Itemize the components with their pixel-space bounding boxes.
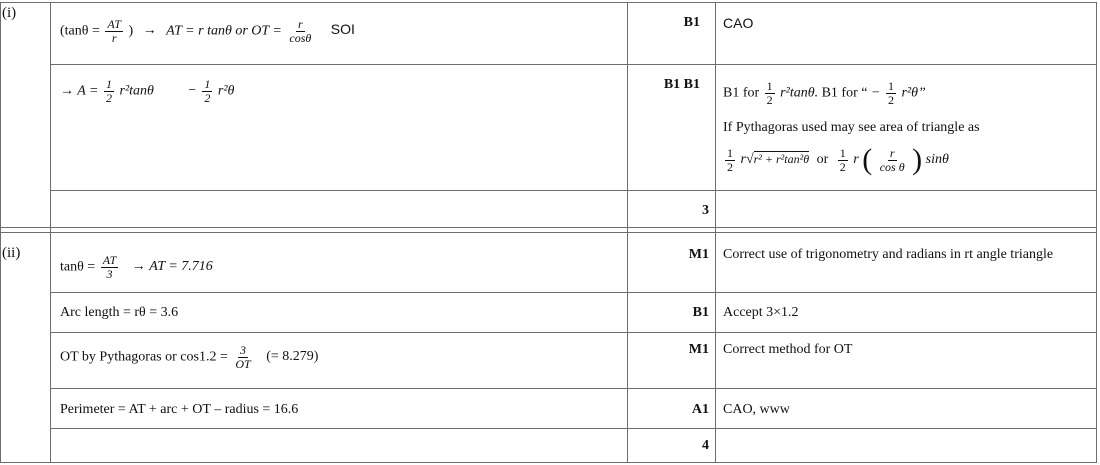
- comment-term1: r²tanθ.: [780, 85, 819, 101]
- rule: [0, 232, 1096, 233]
- examiner-comment: CAO, www: [723, 402, 790, 417]
- comment-r2: r: [853, 152, 859, 168]
- paren-close: ): [912, 143, 923, 176]
- paren-open: (: [862, 143, 873, 176]
- eq-lhs: OT by Pythagoras or cos1.2 =: [60, 349, 232, 365]
- fraction: $\frac{r}{\cos\theta}$: [289, 17, 312, 45]
- term-2: r²θ: [217, 83, 235, 99]
- col-divider: [50, 2, 51, 463]
- rule: [50, 428, 1096, 429]
- comment-minus: −: [870, 85, 881, 101]
- rule: [50, 292, 1096, 293]
- sqrt-content: r² + r²tan²θ: [753, 152, 810, 167]
- eq-rhs: (= 8.279): [266, 349, 319, 365]
- eq-lhs: tanθ =: [60, 259, 99, 275]
- examiner-comment: [723, 145, 949, 175]
- rule: [0, 462, 1096, 463]
- comment-b1b: B1 for “: [821, 85, 868, 101]
- fraction: $\frac{3}{OT}$: [235, 343, 251, 371]
- rule: [0, 2, 1096, 3]
- rule: [50, 388, 1096, 389]
- col-divider: [1096, 2, 1097, 463]
- comment-b1a: B1 for: [723, 85, 763, 101]
- answer-row-ii-4: Perimeter = AT + arc + OT – radius = 16.6: [60, 402, 299, 417]
- arrow-a: → A =: [60, 83, 102, 99]
- examiner-comment: If Pythagoras used may see area of triangle as: [723, 120, 980, 135]
- answer-row-i-2: [60, 78, 234, 104]
- answer-row-ii-3: [60, 344, 318, 370]
- part-label: (ii): [2, 245, 21, 261]
- fraction: $\frac{r}{\text{cos θ}}$: [879, 145, 905, 174]
- part-label: (i): [2, 5, 17, 21]
- marks: B1: [683, 15, 700, 30]
- fraction: $\frac{1}{2}$: [204, 77, 211, 105]
- eq-lhs: (tanθ =: [60, 23, 104, 39]
- arrow-icon: →: [142, 23, 157, 39]
- eq-rhs: → AT = 7.716: [131, 259, 213, 275]
- answer-row-ii-1: [60, 254, 213, 280]
- fraction: $\frac{1}{2}$: [839, 145, 846, 174]
- sqrt-icon: √: [745, 152, 754, 168]
- fraction: $\frac{1}{2}$: [727, 145, 733, 174]
- fraction: $\frac{AT}{3}$: [102, 253, 117, 281]
- fraction: $\frac{AT}{r}$: [107, 17, 121, 45]
- fraction: $\frac{1}{2}$: [887, 79, 894, 107]
- marks: B1: [692, 305, 709, 320]
- rule: [0, 227, 1096, 228]
- total-marks: 3: [702, 203, 709, 218]
- eq-at: AT = r tanθ or OT =: [166, 23, 286, 39]
- comment-term2: r²θ”: [901, 85, 926, 101]
- examiner-comment: Correct use of trigonometry and radians in rt angle triangle: [723, 247, 1054, 262]
- rule: [50, 332, 1096, 333]
- marks: M1: [688, 342, 709, 357]
- total-marks: 4: [702, 438, 709, 453]
- col-divider: [627, 2, 628, 463]
- marks: A1: [691, 402, 709, 417]
- examiner-comment: [723, 80, 926, 106]
- fraction: $\frac{1}{2}$: [766, 79, 773, 107]
- col-divider: [0, 2, 1, 463]
- marks: M1: [688, 247, 709, 262]
- answer-row-ii-2: Arc length = rθ = 3.6: [60, 305, 179, 320]
- fraction: $\frac{1}{2}$: [106, 77, 112, 105]
- minus: −: [187, 83, 197, 99]
- col-divider: [715, 2, 716, 463]
- comment-sin: sinθ: [925, 152, 949, 168]
- marks: B1 B1: [663, 77, 700, 92]
- term-1: r²tanθ: [119, 83, 154, 99]
- examiner-comment: CAO: [723, 15, 754, 31]
- examiner-comment: Accept 3×1.2: [723, 305, 799, 320]
- rule: [50, 64, 1096, 65]
- comment-or: or: [816, 152, 829, 168]
- soi-note: SOI: [330, 21, 355, 38]
- answer-row-i-1: [60, 18, 355, 44]
- rule: [50, 190, 1096, 191]
- comment-r: r: [740, 152, 746, 168]
- examiner-comment: Correct method for OT: [723, 342, 853, 357]
- paren-close: ): [128, 23, 134, 39]
